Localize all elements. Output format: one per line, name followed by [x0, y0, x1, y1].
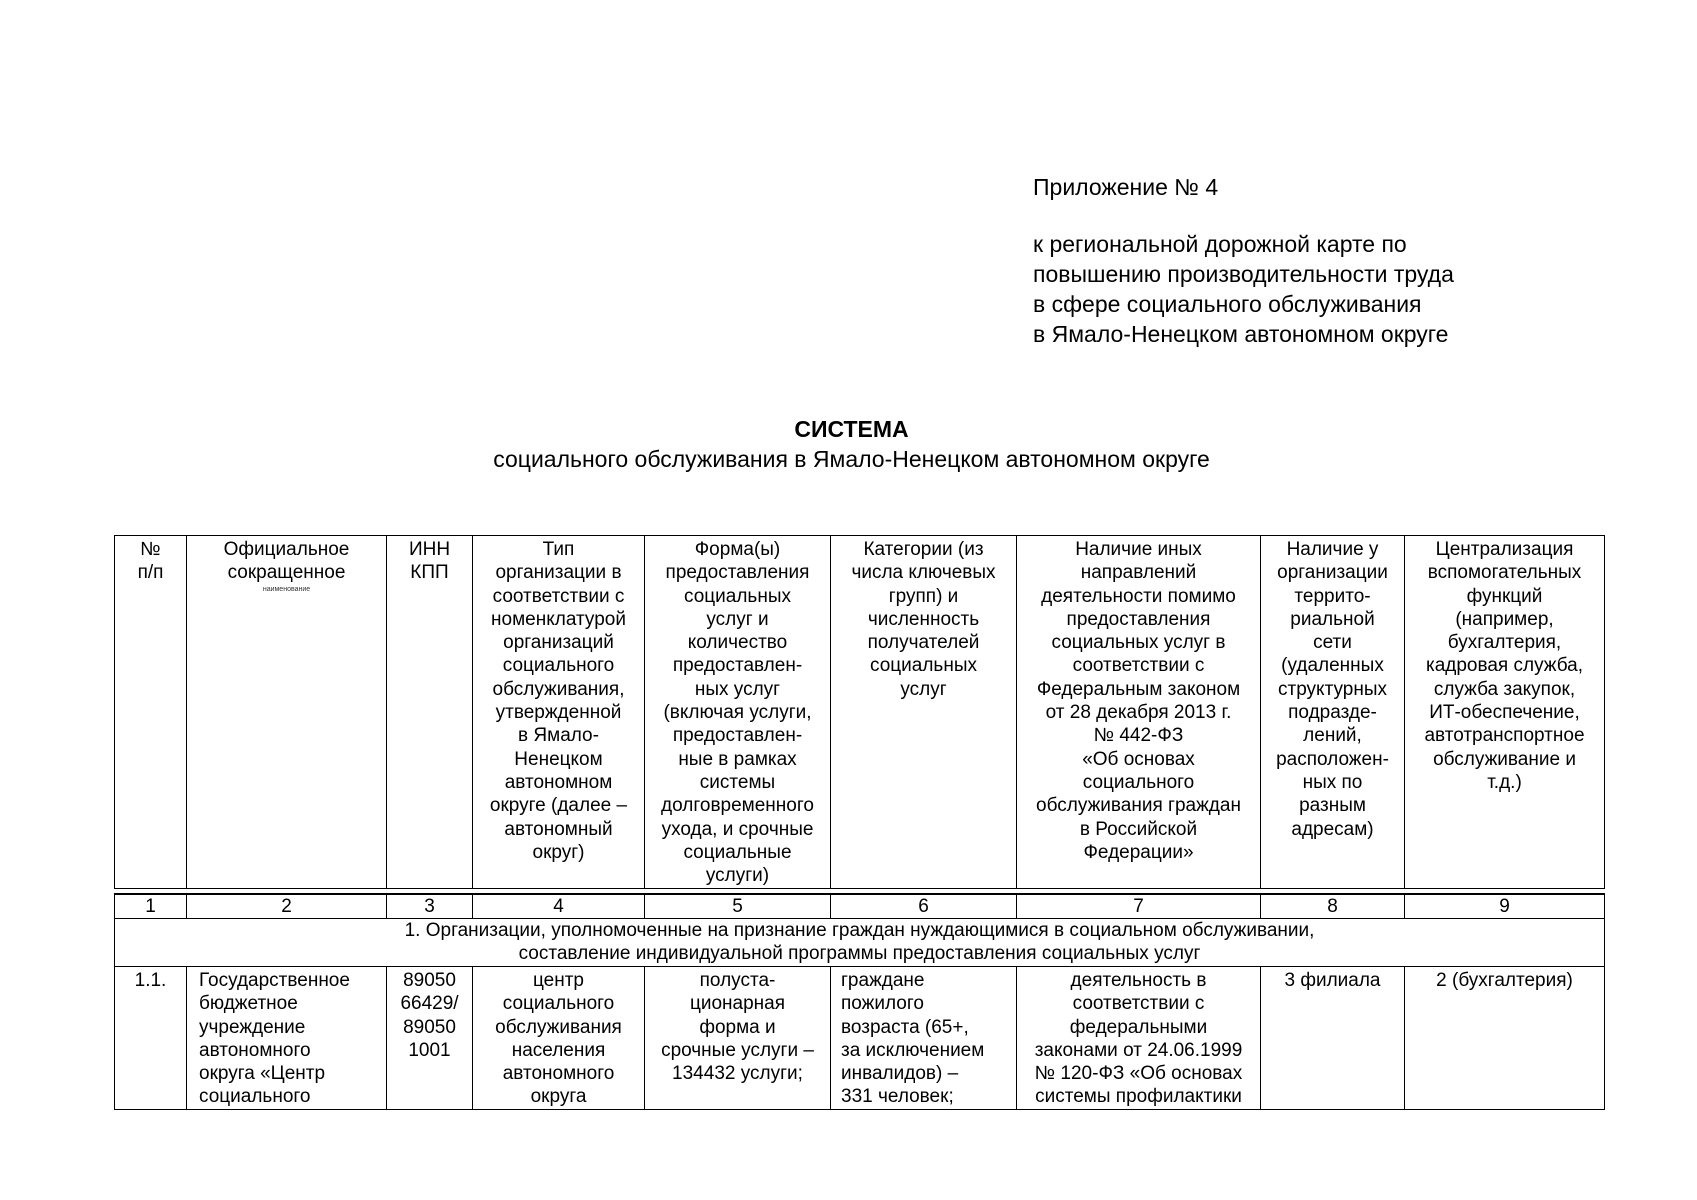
column-number: 9: [1405, 894, 1605, 919]
section-row: [115, 919, 1605, 967]
header-cell-network: Наличие у организации террито- риальной сети (удаленных структурных подразде- лений, расположен- ных по разным адресам): [1261, 536, 1405, 889]
column-number: 6: [831, 894, 1017, 919]
document-title: [0, 414, 1697, 474]
header-cell-central: Централизация вспомогательных функций (например, бухгалтерия, кадровая служба, служба закупок, ИТ-обеспечение, автотранспортное обслуживание и т.д.): [1405, 536, 1605, 889]
cell-categories: граждане пожилого возраста (65+, за исключением инвалидов) – 331 человек;: [831, 967, 1017, 1110]
section-title: 1. Организации, уполномоченные на признание граждан нуждающимися в социальном обслуживании, составление индивидуальной программы предоставления социальных услуг: [115, 919, 1605, 967]
header-row: [115, 536, 1605, 889]
column-number: 5: [645, 894, 831, 919]
header-cell-other: Наличие иных направлений деятельности помимо предоставления социальных услуг в соответствии с Федеральным законом от 28 декабря 2013 г. № 442-ФЗ «Об основах социального обслуживания граждан в Российской Федерации»: [1017, 536, 1261, 889]
appendix-line-4: в Ямало-Ненецком автономном округе: [1033, 321, 1449, 347]
cell-name: Государственное бюджетное учреждение автономного округа «Центр социального: [187, 967, 387, 1110]
cell-form: полуста- ционарная форма и срочные услуги – 134432 услуги;: [645, 967, 831, 1110]
body-table: [114, 893, 1605, 1110]
appendix-block: [1033, 172, 1454, 349]
cell-network: 3 филиала: [1261, 967, 1405, 1110]
appendix-line-2: повышению производительности труда: [1033, 261, 1454, 287]
header-cell-inn: ИНН КПП: [387, 536, 473, 889]
column-number: 3: [387, 894, 473, 919]
cell-number: 1.1.: [115, 967, 187, 1110]
appendix-line-3: в сфере социального обслуживания: [1033, 291, 1422, 317]
title-main: СИСТЕМА: [794, 416, 909, 442]
column-number: 4: [473, 894, 645, 919]
column-number: 7: [1017, 894, 1261, 919]
cell-type: центр социального обслуживания населения автономного округа: [473, 967, 645, 1110]
column-number: 1: [115, 894, 187, 919]
column-number: 8: [1261, 894, 1405, 919]
cell-central: 2 (бухгалтерия): [1405, 967, 1605, 1110]
header-cell-name: Официальное сокращенное наименование: [187, 536, 387, 889]
appendix-number: Приложение № 4: [1033, 174, 1219, 200]
header-small-note: наименование: [262, 585, 311, 593]
column-number: 2: [187, 894, 387, 919]
cell-inn: 89050 66429/ 89050 1001: [387, 967, 473, 1110]
header-table: [114, 535, 1605, 889]
header-cell-categories: Категории (из числа ключевых групп) и численность получателей социальных услуг: [831, 536, 1017, 889]
appendix-line-1: к региональной дорожной карте по: [1033, 231, 1407, 257]
header-cell-number: № п/п: [115, 536, 187, 889]
header-cell-type: Тип организации в соответствии с номенклатурой организаций социального обслуживания, утвержденной в Ямало- Ненецком автономном округе (далее – автономный округ): [473, 536, 645, 889]
cell-other: деятельность в соответствии с федеральными законами от 24.06.1999 № 120-ФЗ «Об основах системы профилактики: [1017, 967, 1261, 1110]
table-row: [115, 967, 1605, 1110]
header-cell-form: Форма(ы) предоставления социальных услуг и количество предоставлен- ных услуг (включая услуги, предоставлен- ные в рамках системы долговременного ухода, и срочные социальные услуги): [645, 536, 831, 889]
column-number-row: [115, 894, 1605, 919]
title-subtitle: социального обслуживания в Ямало-Ненецком автономном округе: [493, 446, 1210, 472]
